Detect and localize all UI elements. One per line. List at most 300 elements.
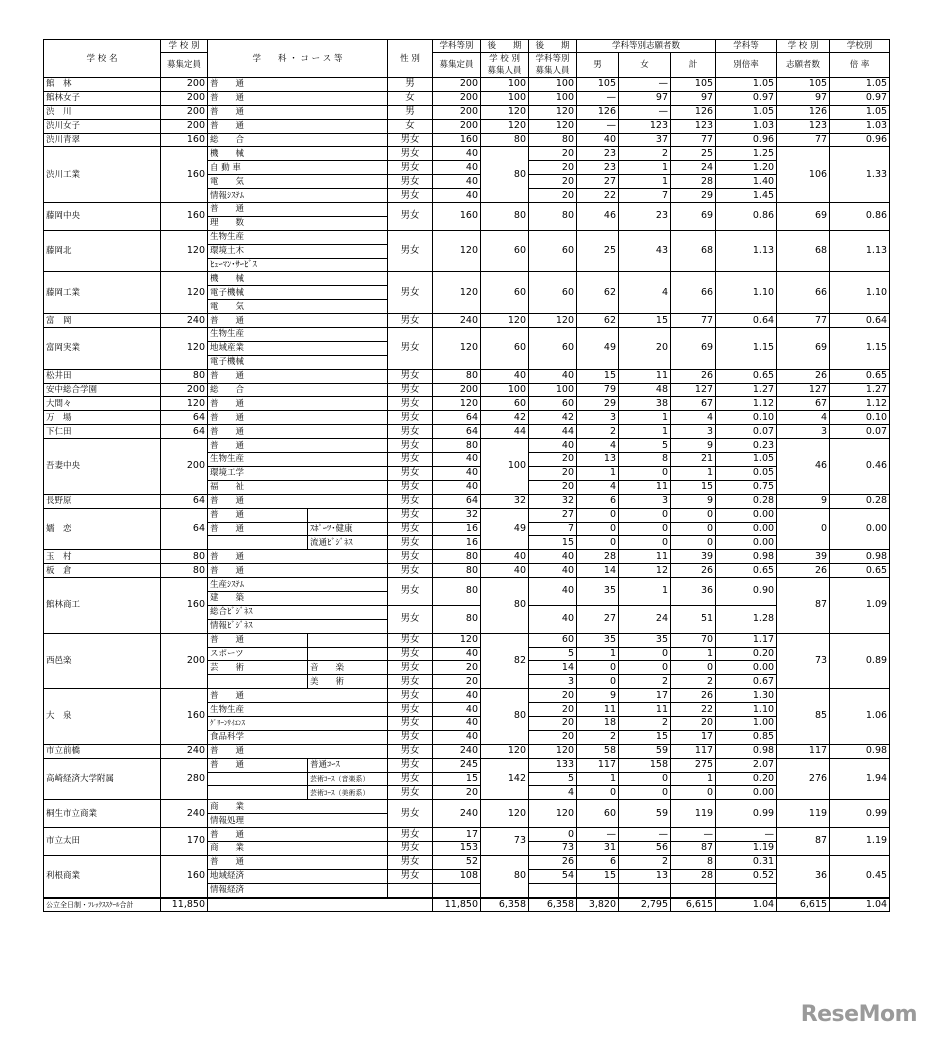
- female-count: 8: [619, 453, 671, 467]
- female-count: 0: [619, 522, 671, 536]
- male-count: 0: [577, 508, 619, 522]
- female-count: 97: [619, 91, 671, 105]
- dept-quota: 40: [433, 175, 481, 189]
- school-ratio: 0.99: [830, 800, 890, 828]
- school-applicants: 117: [777, 744, 830, 758]
- male-count: 23: [577, 161, 619, 175]
- total-count: 119: [671, 800, 716, 828]
- header-quota2: 募集定員: [161, 53, 208, 78]
- total-count: 117: [671, 744, 716, 758]
- table-row: [44, 828, 890, 842]
- table-row: [44, 689, 890, 703]
- dept-ratio: 1.28: [716, 605, 777, 633]
- school-applicants: 4: [777, 411, 830, 425]
- dept-quota: 200: [433, 119, 481, 133]
- school-quota: 200: [161, 105, 208, 119]
- course-name: 芸 術: [208, 661, 308, 675]
- late-dept: 100: [529, 383, 577, 397]
- school-applicants: 68: [777, 230, 830, 272]
- school-ratio: 1.03: [830, 119, 890, 133]
- dept-ratio: 0.52: [716, 869, 777, 883]
- course-name: 普 通: [208, 828, 388, 842]
- school-ratio: 0.89: [830, 633, 890, 689]
- dept-quota: 108: [433, 869, 481, 883]
- school-quota: 120: [161, 328, 208, 370]
- course-name: 理 数: [208, 216, 388, 230]
- total-count: 17: [671, 730, 716, 744]
- table-row: [44, 397, 890, 411]
- sex: 男女: [388, 383, 433, 397]
- sex: 男女: [388, 522, 433, 536]
- course-name: 電 気: [208, 175, 388, 189]
- sex: 男女: [388, 161, 433, 175]
- table-row: [44, 133, 890, 147]
- late-dept: 73: [529, 841, 577, 855]
- school-name: 渋川女子: [44, 119, 161, 133]
- school-name: 藤岡北: [44, 230, 161, 272]
- school-quota: 200: [161, 383, 208, 397]
- school-name: 市立太田: [44, 828, 161, 856]
- male-count: 6: [577, 855, 619, 869]
- course-name: 生物生産: [208, 230, 388, 244]
- course-name: 普 通: [208, 369, 388, 383]
- course-sub: 流通ﾋﾞｼﾞﾈｽ: [308, 536, 388, 550]
- female-count: 7: [619, 189, 671, 203]
- total-dept-quota: 11,850: [433, 898, 481, 912]
- late-dept: 120: [529, 119, 577, 133]
- dept-quota: 20: [433, 786, 481, 800]
- course-name: ﾋｭｰﾏﾝ･ｻｰﾋﾞｽ: [208, 258, 388, 272]
- table-row: [44, 230, 890, 244]
- sex: 男女: [388, 633, 433, 647]
- course-name: 電子機械: [208, 286, 388, 300]
- total-count: 67: [671, 397, 716, 411]
- dept-quota: 240: [433, 744, 481, 758]
- course-name: 地域産業: [208, 341, 388, 355]
- dept-ratio: 0.00: [716, 786, 777, 800]
- late-dept: 20: [529, 480, 577, 494]
- school-applicants: 36: [777, 855, 830, 897]
- late-school: 100: [481, 383, 529, 397]
- school-ratio: 0.98: [830, 744, 890, 758]
- male-count: 28: [577, 550, 619, 564]
- male-count: 15: [577, 869, 619, 883]
- sex: 男: [388, 78, 433, 92]
- sex: 男女: [388, 480, 433, 494]
- male-count: 62: [577, 272, 619, 314]
- late-dept: 40: [529, 369, 577, 383]
- school-name: 長野原: [44, 494, 161, 508]
- school-name: 利根商業: [44, 855, 161, 897]
- total-female: 2,795: [619, 898, 671, 912]
- late-dept: 20: [529, 453, 577, 467]
- late-dept: 20: [529, 466, 577, 480]
- school-quota: 80: [161, 550, 208, 564]
- dept-ratio: 0.20: [716, 772, 777, 786]
- sex: 男女: [388, 466, 433, 480]
- school-quota: 240: [161, 800, 208, 828]
- total-school-applicants: 6,615: [777, 898, 830, 912]
- male-count: 18: [577, 716, 619, 730]
- dept-quota: 160: [433, 203, 481, 231]
- course-name: 機 械: [208, 147, 388, 161]
- female-count: 0: [619, 508, 671, 522]
- dept-quota: 80: [433, 369, 481, 383]
- table-row: [44, 508, 890, 522]
- dept-ratio: 1.12: [716, 397, 777, 411]
- late-dept: 20: [529, 175, 577, 189]
- total-count: 0: [671, 522, 716, 536]
- sex: 男女: [388, 716, 433, 730]
- dept-quota: 64: [433, 411, 481, 425]
- male-count: 23: [577, 147, 619, 161]
- dept-ratio: 1.05: [716, 105, 777, 119]
- dept-ratio: 1.05: [716, 453, 777, 467]
- header-dept-quota2: 募集定員: [433, 53, 481, 78]
- late-dept: 80: [529, 203, 577, 231]
- dept-quota: 40: [433, 730, 481, 744]
- total-count: 36: [671, 578, 716, 606]
- total-count: 3: [671, 425, 716, 439]
- male-count: 1: [577, 647, 619, 661]
- table-row: [44, 272, 890, 286]
- female-count: 0: [619, 786, 671, 800]
- male-count: 0: [577, 522, 619, 536]
- school-quota: 64: [161, 508, 208, 550]
- total-count: 25: [671, 147, 716, 161]
- school-ratio: 0.64: [830, 314, 890, 328]
- school-quota: 200: [161, 91, 208, 105]
- total-count: 20: [671, 716, 716, 730]
- sex: 男女: [388, 439, 433, 453]
- sex: 男女: [388, 758, 433, 772]
- school-ratio: 0.28: [830, 494, 890, 508]
- late-dept: 54: [529, 869, 577, 883]
- course-name: 生物生産: [208, 453, 388, 467]
- male-count: 117: [577, 758, 619, 772]
- female-count: 123: [619, 119, 671, 133]
- school-ratio: 0.65: [830, 369, 890, 383]
- dept-quota: 64: [433, 494, 481, 508]
- late-school: 120: [481, 800, 529, 828]
- table-body: [44, 78, 890, 912]
- male-count: 6: [577, 494, 619, 508]
- male-count: 60: [577, 800, 619, 828]
- course-name: 食品科学: [208, 730, 388, 744]
- sex: 男女: [388, 730, 433, 744]
- header-quota: 学 校 別: [161, 40, 208, 53]
- late-school: 80: [481, 689, 529, 745]
- course-name: ｸﾞﾘｰﾝｻｲｴﾝｽ: [208, 716, 388, 730]
- dept-ratio: —: [716, 828, 777, 842]
- total-count: 22: [671, 703, 716, 717]
- female-count: 158: [619, 758, 671, 772]
- school-applicants: 26: [777, 564, 830, 578]
- table-row: [44, 855, 890, 869]
- total-course-blank: [208, 898, 433, 912]
- male-count: 1: [577, 466, 619, 480]
- male-count: 0: [577, 675, 619, 689]
- course-name: 生産ｼｽﾃﾑ: [208, 578, 388, 592]
- course-name: 福 祉: [208, 480, 388, 494]
- header-school-app2: 志願者数: [777, 53, 830, 78]
- male-count: 25: [577, 230, 619, 272]
- course-name: 生物生産: [208, 328, 388, 342]
- dept-quota: 80: [433, 578, 481, 606]
- late-dept: 60: [529, 230, 577, 272]
- table-row: [44, 800, 890, 814]
- late-dept: 80: [529, 133, 577, 147]
- header-male: 男: [577, 53, 619, 78]
- sex: 男女: [388, 578, 433, 606]
- late-school: 49: [481, 508, 529, 550]
- female-count: 15: [619, 730, 671, 744]
- late-school: 80: [481, 147, 529, 203]
- male-count: 126: [577, 105, 619, 119]
- dept-ratio: 0.98: [716, 550, 777, 564]
- total-count: 28: [671, 869, 716, 883]
- table-row: [44, 633, 890, 647]
- dept-ratio: 0.65: [716, 564, 777, 578]
- total-school-ratio: 1.04: [830, 898, 890, 912]
- dept-quota: 32: [433, 508, 481, 522]
- admissions-table: [43, 39, 890, 912]
- table-row: [44, 78, 890, 92]
- total-count: 29: [671, 189, 716, 203]
- school-applicants: 97: [777, 91, 830, 105]
- total-label: 公立全日制・ﾌﾚｯｸｽｽｸｰﾙ合計: [44, 898, 161, 912]
- dept-quota: 40: [433, 703, 481, 717]
- total-count: 68: [671, 230, 716, 272]
- school-name: 西邑楽: [44, 633, 161, 689]
- sex: 男: [388, 105, 433, 119]
- female-count: 2: [619, 675, 671, 689]
- late-school: 82: [481, 633, 529, 689]
- table-row: [44, 369, 890, 383]
- female-count: 11: [619, 703, 671, 717]
- school-applicants: 119: [777, 800, 830, 828]
- sex: 男女: [388, 744, 433, 758]
- course-name: 電 気: [208, 300, 388, 314]
- header-late: 後 期: [481, 40, 529, 53]
- late-dept: 44: [529, 425, 577, 439]
- school-ratio: 0.86: [830, 203, 890, 231]
- late-school: 100: [481, 439, 529, 495]
- dept-quota: [433, 883, 481, 897]
- school-name: 大間々: [44, 397, 161, 411]
- late-dept: 120: [529, 744, 577, 758]
- male-count: 35: [577, 633, 619, 647]
- dept-ratio: 0.00: [716, 536, 777, 550]
- female-count: 3: [619, 494, 671, 508]
- school-quota: 240: [161, 744, 208, 758]
- female-count: —: [619, 105, 671, 119]
- school-name: 市立前橋: [44, 744, 161, 758]
- school-name: 下仁田: [44, 425, 161, 439]
- course-name: 普 通: [208, 689, 388, 703]
- female-count: 0: [619, 536, 671, 550]
- dept-ratio: 0.20: [716, 647, 777, 661]
- school-name: 渋 川: [44, 105, 161, 119]
- sex: 男女: [388, 425, 433, 439]
- total-count: 0: [671, 786, 716, 800]
- dept-ratio: 0.85: [716, 730, 777, 744]
- school-quota: 240: [161, 314, 208, 328]
- late-school: 60: [481, 230, 529, 272]
- female-count: 59: [619, 744, 671, 758]
- course-name: 普 通: [208, 411, 388, 425]
- course-name: 自 動 車: [208, 161, 388, 175]
- sex: 男女: [388, 675, 433, 689]
- course-sub: 音 楽: [308, 661, 388, 675]
- total-count: 26: [671, 369, 716, 383]
- female-count: 11: [619, 480, 671, 494]
- female-count: 37: [619, 133, 671, 147]
- dept-quota: 200: [433, 105, 481, 119]
- late-school: 100: [481, 78, 529, 92]
- school-applicants: 26: [777, 369, 830, 383]
- male-count: 4: [577, 480, 619, 494]
- sex: 男女: [388, 564, 433, 578]
- dept-ratio: 0.75: [716, 480, 777, 494]
- late-dept: 60: [529, 397, 577, 411]
- course-name: 建 築: [208, 591, 388, 605]
- school-applicants: 87: [777, 828, 830, 856]
- dept-quota: 200: [433, 383, 481, 397]
- male-count: 49: [577, 328, 619, 370]
- male-count: 0: [577, 661, 619, 675]
- dept-ratio: 1.00: [716, 716, 777, 730]
- school-name: 渋川青翠: [44, 133, 161, 147]
- male-count: 40: [577, 133, 619, 147]
- late-dept: 120: [529, 800, 577, 828]
- school-quota: 160: [161, 203, 208, 231]
- late-school: 60: [481, 272, 529, 314]
- header-late-school: 学 校 別 募集人員: [481, 53, 529, 78]
- table-row: [44, 578, 890, 592]
- course-name: [208, 675, 308, 689]
- total-count: 26: [671, 689, 716, 703]
- school-name: 館林女子: [44, 91, 161, 105]
- course-name: スポーツ: [208, 647, 308, 661]
- late-dept: 32: [529, 494, 577, 508]
- course-name: 情報経済: [208, 883, 388, 897]
- late-dept: 42: [529, 411, 577, 425]
- female-count: 1: [619, 175, 671, 189]
- course-name: 地域経済: [208, 869, 388, 883]
- female-count: —: [619, 78, 671, 92]
- sex: 男女: [388, 647, 433, 661]
- total-count: 24: [671, 161, 716, 175]
- total-count: 1: [671, 647, 716, 661]
- total-sum: 6,615: [671, 898, 716, 912]
- male-count: —: [577, 828, 619, 842]
- course-sub: [308, 633, 388, 647]
- dept-quota: 40: [433, 480, 481, 494]
- total-count: 26: [671, 564, 716, 578]
- sex: 男女: [388, 272, 433, 314]
- course-name: 環境土木: [208, 244, 388, 258]
- course-sub: 芸術ｺｰｽ（音楽系）: [308, 772, 388, 786]
- dept-ratio: 0.86: [716, 203, 777, 231]
- dept-ratio: 0.67: [716, 675, 777, 689]
- course-name: [208, 536, 308, 550]
- dept-ratio: 0.97: [716, 91, 777, 105]
- course-sub: 芸術ｺｰｽ（美術系）: [308, 786, 388, 800]
- dept-ratio: 0.00: [716, 508, 777, 522]
- course-name: [208, 786, 308, 800]
- table-header: [44, 40, 890, 78]
- male-count: 35: [577, 578, 619, 606]
- school-applicants: 77: [777, 314, 830, 328]
- female-count: 24: [619, 605, 671, 633]
- late-school: 142: [481, 758, 529, 800]
- total-count: 1: [671, 772, 716, 786]
- female-count: 20: [619, 328, 671, 370]
- dept-quota: 15: [433, 772, 481, 786]
- course-name: 普 通: [208, 105, 388, 119]
- late-dept: 26: [529, 855, 577, 869]
- dept-ratio: 1.03: [716, 119, 777, 133]
- male-count: 58: [577, 744, 619, 758]
- table-row: [44, 744, 890, 758]
- school-applicants: 77: [777, 133, 830, 147]
- school-applicants: 69: [777, 328, 830, 370]
- school-quota: 200: [161, 633, 208, 689]
- late-dept: 40: [529, 578, 577, 606]
- school-quota: 200: [161, 439, 208, 495]
- late-school: 120: [481, 314, 529, 328]
- sex: 男女: [388, 772, 433, 786]
- watermark-logo: ReseMom: [800, 1002, 917, 1027]
- header-dept-ratio2: 別倍率: [716, 53, 777, 78]
- dept-ratio: 0.05: [716, 466, 777, 480]
- dept-ratio: 1.19: [716, 841, 777, 855]
- course-name: 普 通: [208, 550, 388, 564]
- course-name: 普 通: [208, 119, 388, 133]
- total-count: 9: [671, 494, 716, 508]
- course-name: 普 通: [208, 758, 308, 772]
- dept-ratio: 0.98: [716, 744, 777, 758]
- dept-quota: 200: [433, 91, 481, 105]
- course-name: 生物生産: [208, 703, 388, 717]
- dept-quota: 120: [433, 633, 481, 647]
- table-row: [44, 314, 890, 328]
- late-school: 42: [481, 411, 529, 425]
- dept-quota: 40: [433, 466, 481, 480]
- late-dept: 14: [529, 661, 577, 675]
- school-quota: 160: [161, 855, 208, 897]
- school-name: 館 林: [44, 78, 161, 92]
- late-dept: 20: [529, 689, 577, 703]
- dept-ratio: 1.15: [716, 328, 777, 370]
- dept-ratio: 0.31: [716, 855, 777, 869]
- late-dept: 5: [529, 647, 577, 661]
- course-name: 商 業: [208, 841, 388, 855]
- course-name: 総 合: [208, 383, 388, 397]
- dept-quota: 240: [433, 800, 481, 828]
- sex: 男女: [388, 369, 433, 383]
- school-ratio: 0.46: [830, 439, 890, 495]
- total-dept-ratio: 1.04: [716, 898, 777, 912]
- dept-ratio: 0.64: [716, 314, 777, 328]
- course-name: 普 通: [208, 744, 388, 758]
- table-row: [44, 411, 890, 425]
- female-count: —: [619, 828, 671, 842]
- table-row: [44, 439, 890, 453]
- school-applicants: 85: [777, 689, 830, 745]
- dept-ratio: 0.23: [716, 439, 777, 453]
